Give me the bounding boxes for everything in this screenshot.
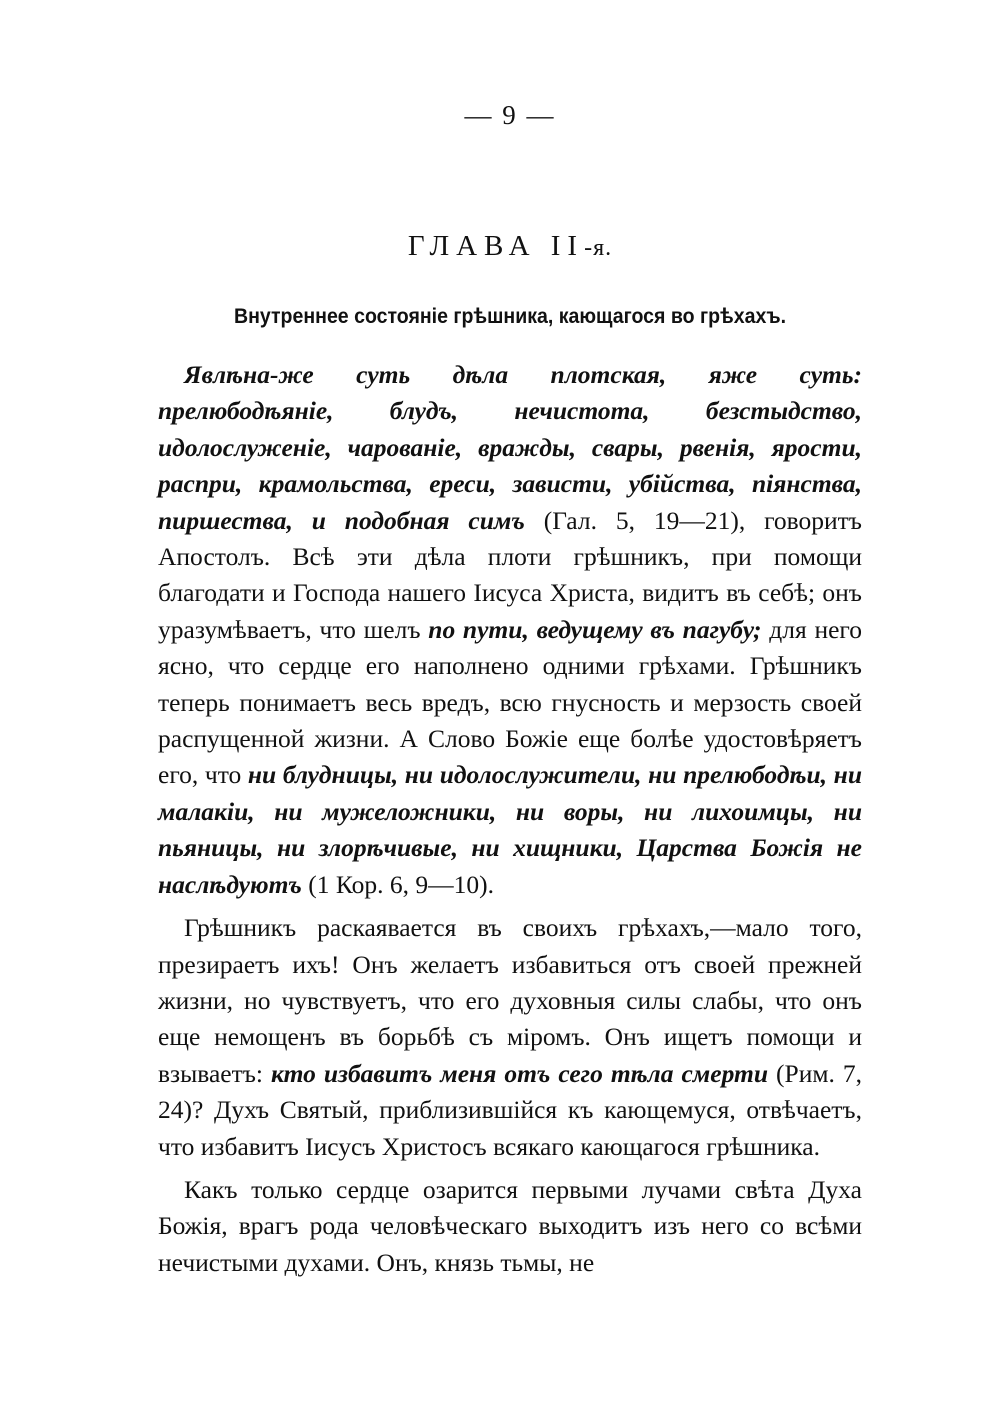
- scripture-quote: по пути, ведущему въ пагубу;: [428, 614, 762, 644]
- text-segment: Какъ только сердце озарится первыми лучами свѣта Духа Божiя, врагъ рода человѣческаго выходитъ изъ него со всѣми нечистыми духами. Онъ, князь тьмы, не: [158, 1174, 862, 1277]
- text-segment: для него ясно, что сердце его наполнено одними грѣхами. Грѣшникъ теперь понимаетъ весь вредъ, всю гнусность и мерзость своей распущенной жизни. А Слово Божiе еще болѣе удостовѣряетъ его, что: [158, 614, 862, 790]
- scripture-quote: ни блудницы, ни идолослужители, ни прелюбодѣи, ни малакiи, ни мужеложники, ни воры, ни лихоимцы, ни пьяницы, ни злорѣчивые, ни хищники, Царства Божiя не наслѣдуютъ: [158, 760, 863, 899]
- chapter-title-suffix: -я.: [584, 235, 613, 261]
- text-segment: (Гал. 5, 19—21), говоритъ Апостолъ. Всѣ эти дѣла плоти грѣшникъ, при помощи благодати и Господа нашего Iисуса Христа, видитъ въ себѣ; онъ уразумѣваетъ, что шелъ: [158, 505, 862, 644]
- paragraph: [158, 1172, 862, 1281]
- paragraph: [158, 910, 862, 1165]
- paragraph: [158, 357, 862, 903]
- text-segment: (1 Кор. 6, 9—10).: [301, 869, 494, 899]
- scripture-quote: Явлѣна-же суть дѣла плотская, яже суть: прелюбодѣянiе, блудъ, нечистота, безстыдство, идолослуженiе, чарованiе, вражды, свары, рвенiя, ярости, распри, крамольства, ереси, зависти, убiйства, пiянства, пиршества, и подобная симъ: [158, 360, 862, 535]
- text-segment: Грѣшникъ раскаявается въ своихъ грѣхахъ,—мало того, презираетъ ихъ! Онъ желаетъ избавиться отъ своей прежней жизни, но чувствуетъ, что его духовныя силы слабы, что онъ еще немощенъ въ борьбѣ съ мiромъ. Онъ ищетъ помощи и взываетъ:: [158, 913, 862, 1088]
- scripture-quote: кто избавитъ меня отъ сего тѣла смерти: [271, 1058, 769, 1088]
- chapter-title: [158, 230, 862, 263]
- chapter-subtitle: Внутреннее состоянiе грѣшника, кающагося во грѣхахъ.: [233, 305, 787, 328]
- chapter-title-main: ГЛАВА II: [407, 230, 585, 262]
- body-text: [158, 357, 862, 1281]
- page-number: — 9 —: [464, 100, 556, 130]
- text-segment: (Рим. 7, 24)? Духъ Святый, приблизившiйся къ кающемуся, отвѣчаетъ, что избавитъ Iисусъ Христосъ всякаго кающагося грѣшника.: [158, 1058, 862, 1161]
